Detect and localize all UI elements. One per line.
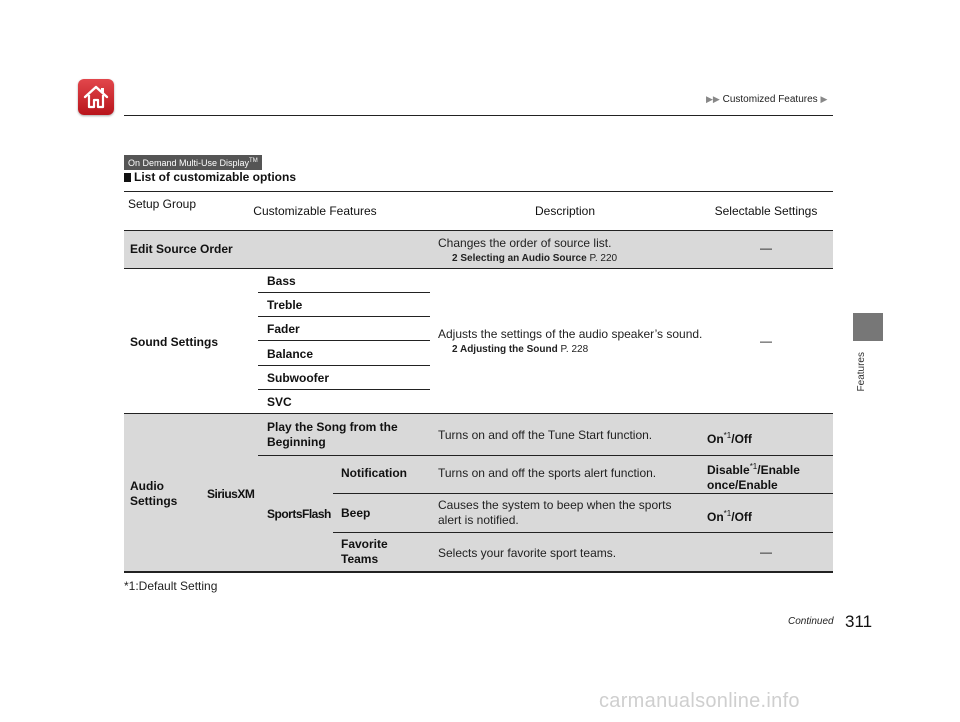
display-tag-text: On Demand Multi-Use Display (128, 158, 250, 168)
trademark-mark: TM (249, 158, 258, 164)
notification-settings: Disable$^{*1}$/Enable once/Enable (707, 462, 800, 492)
beep-description: Causes the system to beep when the sports alert is notified. (438, 498, 672, 527)
cross-reference-link[interactable] (438, 342, 702, 357)
notification-description: Turns on and off the sports alert function. (438, 466, 657, 480)
row-divider (258, 292, 430, 293)
row-divider (258, 365, 430, 366)
breadcrumb-arrow-icon: ▶ (820, 94, 828, 104)
row-divider (333, 532, 833, 533)
reference-title: Adjusting the Sound (459, 344, 558, 355)
edit-source-description-text: Changes the order of source list. (438, 236, 612, 250)
edit-source-description (438, 236, 617, 266)
siriusxm-logo: SiriusXM (207, 487, 255, 501)
watermark: carmanualsonline.info (599, 690, 800, 712)
setting-on: On (707, 510, 724, 524)
column-header-settings: Selectable Settings (714, 204, 818, 218)
sound-description (438, 327, 702, 357)
reference-arrow-icon: 2 (452, 344, 460, 355)
beep-settings: On$^{*1}$/Off (707, 509, 752, 524)
setting-enable: Enable (738, 478, 778, 492)
feature-favorite-teams: Favorite Teams (341, 537, 388, 566)
continued-label: Continued (788, 616, 834, 627)
feature-treble: Treble (267, 298, 303, 312)
reference-arrow-icon: 2 (452, 253, 461, 264)
feature-beep: Beep (341, 506, 371, 520)
default-mark: *1 (723, 509, 732, 518)
tune-start-settings: On$^{*1}$/Off (707, 431, 752, 446)
favorite-settings: — (760, 545, 772, 559)
tune-start-description: Turns on and off the Tune Start function. (438, 428, 653, 442)
default-mark: *1 (723, 431, 732, 440)
header-divider (124, 115, 833, 116)
breadcrumb[interactable] (706, 94, 827, 105)
section-tab-marker[interactable] (853, 313, 883, 341)
default-mark: *1 (749, 462, 758, 471)
reference-page: P. 228 (560, 344, 589, 355)
setting-off: Off (734, 510, 752, 524)
row-divider (333, 493, 833, 494)
row-divider (124, 268, 833, 269)
row-divider (258, 455, 833, 456)
display-tag (124, 155, 262, 170)
setting-enable-once: Enable once (707, 463, 800, 492)
group-edit-source-order: Edit Source Order (130, 242, 233, 256)
feature-play-song-from-beginning: Play the Song from the Beginning (267, 420, 398, 449)
section-title-text: List of customizable options (134, 170, 297, 184)
column-header-features: Customizable Features (253, 204, 377, 218)
setting-off: Off (734, 432, 752, 446)
feature-fader: Fader (267, 322, 300, 336)
table-bottom-rule (124, 571, 833, 573)
group-audio-settings: Audio Settings (130, 479, 178, 508)
sportsflash-logo: SportsFlash (267, 507, 331, 521)
footnote: *1:Default Setting (124, 579, 218, 593)
column-header-setup-group: Setup Group (127, 197, 197, 211)
page-number: 311 (845, 612, 873, 631)
cross-reference-link[interactable] (438, 251, 617, 266)
breadcrumb-arrow-icon: ▶▶ (706, 94, 720, 104)
feature-svc: SVC (267, 395, 292, 409)
table-top-rule (124, 191, 833, 192)
column-header-description: Description (534, 204, 596, 218)
feature-notification: Notification (341, 466, 407, 480)
edit-source-settings: — (760, 241, 772, 255)
feature-bass: Bass (267, 274, 296, 288)
sound-description-text: Adjusts the settings of the audio speaker’s sound. (438, 327, 703, 341)
square-bullet-icon (124, 173, 131, 182)
row-divider (258, 389, 430, 390)
feature-balance: Balance (267, 347, 314, 361)
setting-on: On (707, 432, 724, 446)
group-sound-settings: Sound Settings (130, 335, 218, 349)
feature-subwoofer: Subwoofer (267, 371, 329, 385)
setting-disable: Disable (707, 463, 750, 477)
favorite-description: Selects your favorite sport teams. (438, 546, 617, 560)
sound-settings-value: — (760, 334, 772, 348)
reference-title: Selecting an Audio Source (460, 253, 587, 264)
section-title (124, 170, 296, 184)
row-divider (258, 316, 430, 317)
home-button[interactable] (78, 79, 114, 115)
breadcrumb-label: Customized Features (722, 94, 818, 105)
reference-page: P. 220 (589, 253, 618, 264)
section-tab-label: Features (856, 352, 867, 392)
row-divider (258, 340, 430, 341)
home-icon (82, 83, 110, 111)
